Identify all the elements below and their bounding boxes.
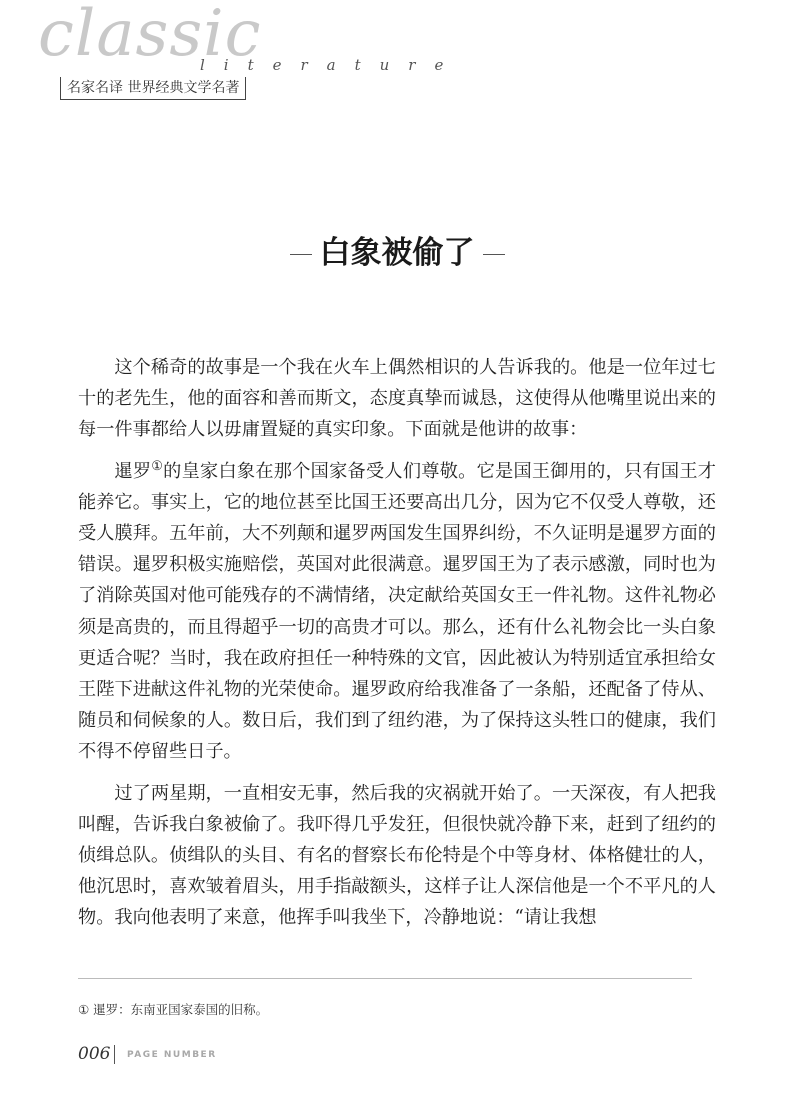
chapter-title bbox=[0, 233, 794, 273]
footnote-marker[interactable]: ① bbox=[151, 458, 164, 474]
series-title: 名家名译 世界经典文学名著 bbox=[60, 77, 246, 100]
footnote-divider bbox=[78, 978, 692, 979]
header-classic-watermark: classic bbox=[38, 0, 262, 71]
header-literature: literature bbox=[200, 56, 463, 74]
paragraph-2-start: 暹罗 bbox=[114, 460, 152, 482]
paragraph-1: 这个稀奇的故事是一个我在火车上偶然相识的人告诉我的。他是一位年过七十的老先生，他的面容和善而斯文，态度真挚而诚恳，这使得从他嘴里说出来的每一件事都给人以毋庸置疑的真实印象。下面就是他讲的故事： bbox=[78, 357, 716, 441]
chapter-title-text: 白象被偷了 bbox=[319, 235, 475, 271]
page-number-label: PAGE NUMBER bbox=[127, 1050, 217, 1060]
page-number: 006 bbox=[78, 1044, 111, 1064]
body-text bbox=[78, 352, 716, 944]
paragraph-2 bbox=[78, 456, 716, 768]
paragraph-2-rest: 的皇家白象在那个国家备受人们尊敬。它是国王御用的，只有国王才能养它。事实上，它的地位甚至比国王还要高出几分，因为它不仅受人尊敬，还受人膜拜。五年前，大不列颠和暹罗两国发生国界纠纷，不久证明是暹罗方面的错误。暹罗积极实施赔偿，英国对此很满意。暹罗国王为了表示感激，同时也为了消除英国对他可能残存的不满情绪，决定献给英国女王一件礼物。这件礼物必须是高贵的，而且得超乎一切的高贵才可以。那么，还有什么礼物会比一头白象更适合呢？当时，我在政府担任一种特殊的文官，因此被认为特别适宜承担给女王陛下进献这件礼物的光荣使命。暹罗政府给我准备了一条船，还配备了侍从、随员和伺候象的人。数日后，我们到了纽约港，为了保持这头牲口的健康，我们不得不停留些日子。 bbox=[78, 460, 716, 763]
paragraph-3: 过了两星期，一直相安无事，然后我的灾祸就开始了。一天深夜，有人把我叫醒，告诉我白象被偷了。我吓得几乎发狂，但很快就冷静下来，赶到了纽约的侦缉总队。侦缉队的头目、有名的督察长布伦特是个中等身材、体格健壮的人，他沉思时，喜欢皱着眉头，用手指敲额头，这样子让人深信他是一个不平凡的人物。我向他表明了来意，他挥手叫我坐下，冷静地说：“请让我想 bbox=[78, 782, 716, 929]
footnote: ① 暹罗：东南亚国家泰国的旧称。 bbox=[78, 1002, 269, 1017]
page-number-separator bbox=[114, 1045, 115, 1064]
title-left-dash bbox=[290, 254, 312, 255]
title-right-dash bbox=[483, 254, 505, 255]
